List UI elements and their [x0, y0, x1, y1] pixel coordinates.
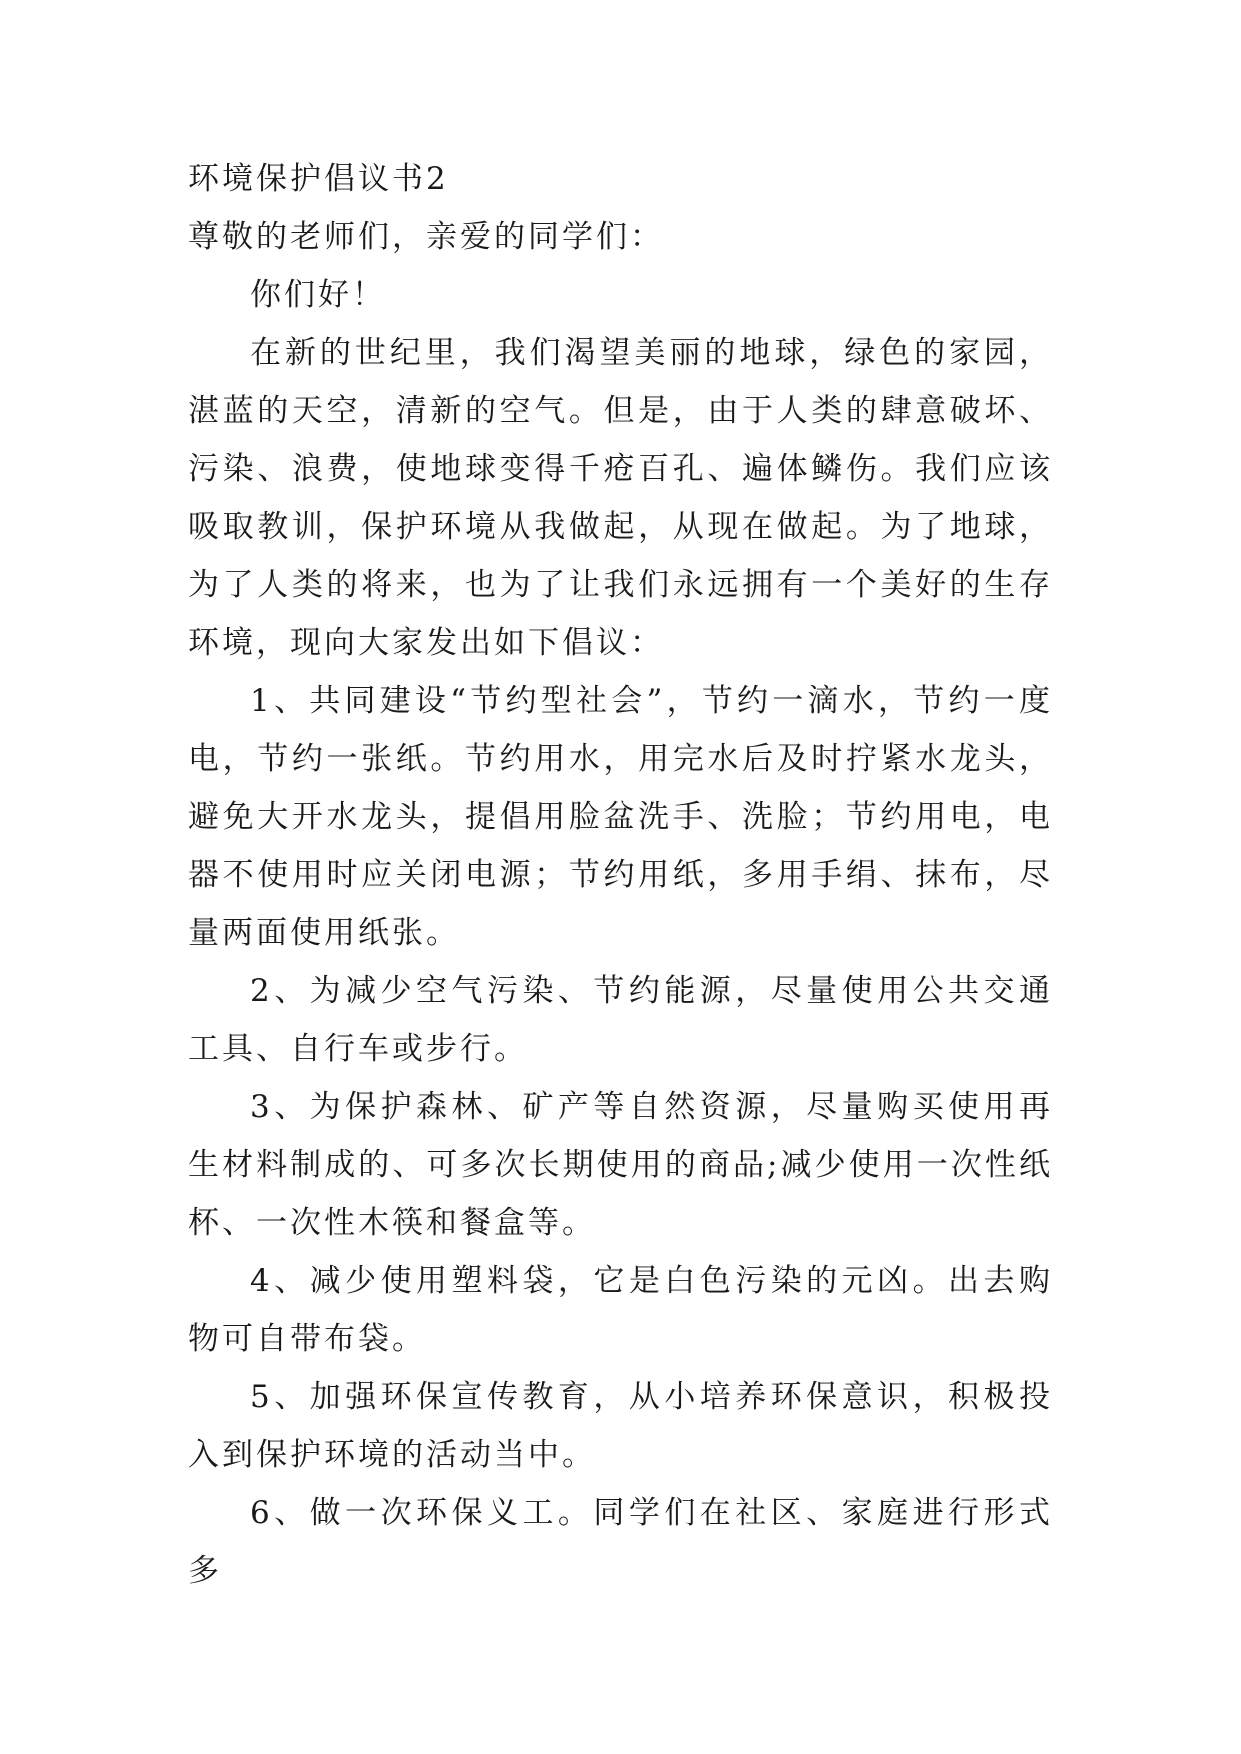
paragraph-item-5: 5、加强环保宣传教育，从小培养环保意识，积极投入到保护环境的活动当中。	[188, 1379, 1053, 1473]
paragraph-item-2: 2、为减少空气污染、节约能源，尽量使用公共交通工具、自行车或步行。	[188, 973, 1053, 1067]
paragraph-intro: 在新的世纪里，我们渴望美丽的地球，绿色的家园，湛蓝的天空，清新的空气。但是，由于人类的肆意破坏、污染、浪费，使地球变得千疮百孔、遍体鳞伤。我们应该吸取教训，保护环境从我做起，从现在做起。为了地球，为了人类的将来，也为了让我们永远拥有一个美好的生存环境，现向大家发出如下倡议：	[188, 335, 1053, 661]
document-body	[188, 150, 1053, 1600]
salutation: 尊敬的老师们，亲爱的同学们：	[188, 219, 664, 255]
paragraph-item-4: 4、减少使用塑料袋，它是白色污染的元凶。出去购物可自带布袋。	[188, 1263, 1053, 1357]
document-title: 环境保护倡议书2	[188, 161, 449, 197]
greeting: 你们好！	[250, 277, 386, 313]
paragraph-item-6: 6、做一次环保义工。同学们在社区、家庭进行形式多	[188, 1495, 1053, 1589]
paragraph-item-3: 3、为保护森林、矿产等自然资源，尽量购买使用再生材料制成的、可多次长期使用的商品;减少使用一次性纸杯、一次性木筷和餐盒等。	[188, 1089, 1053, 1241]
paragraph-item-1: 1、共同建设“节约型社会”，节约一滴水，节约一度电，节约一张纸。节约用水，用完水后及时拧紧水龙头，避免大开水龙头，提倡用脸盆洗手、洗脸；节约用电，电器不使用时应关闭电源；节约用纸，多用手绢、抹布，尽量两面使用纸张。	[188, 683, 1053, 951]
